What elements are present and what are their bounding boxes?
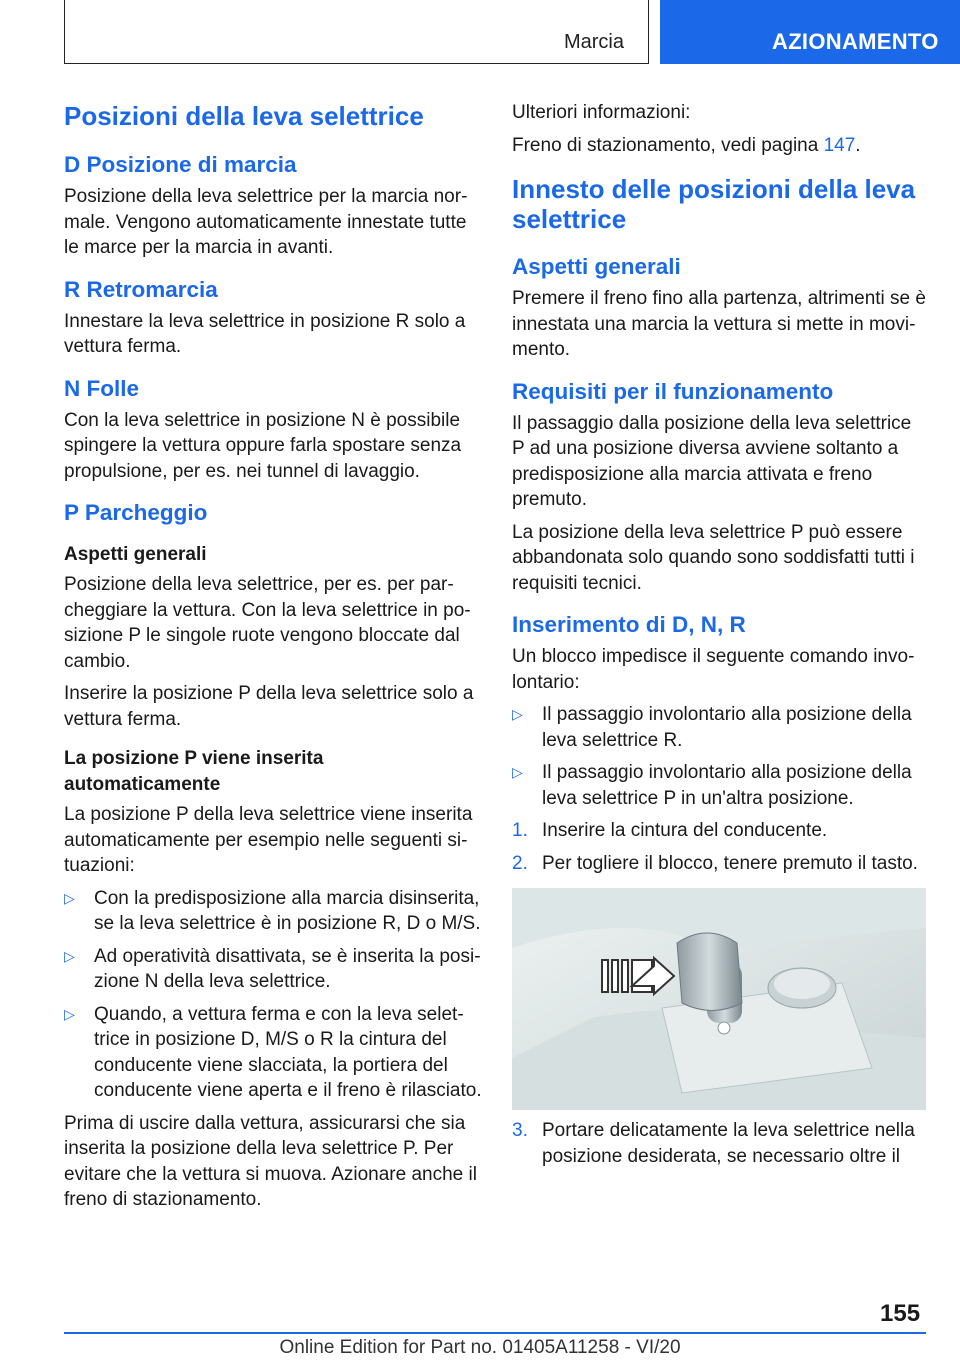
text-n: Con la leva selettrice in posizione N è possibile spingere la vettura oppure farla spostare senza propulsione, per es. nei tunnel di lavaggio. bbox=[64, 409, 462, 482]
closing-text: Prima di uscire dalla vettura, assicurarsi che sia inserita la posizione della leva selettrice P. Per evitare che la vettura si muova. Azionare anche il freno di stazionamento. bbox=[64, 1112, 477, 1210]
right-column bbox=[512, 100, 926, 1176]
list-item-text: Con la predisposizione alla marcia disinserita, se la leva selettrice è in posizione R, D o M/S. bbox=[94, 887, 481, 934]
text-r: Innestare la leva selettrice in posizione R solo a vettura ferma. bbox=[64, 310, 466, 357]
info-label: Ulteriori informazioni: bbox=[512, 102, 691, 123]
heading-r: R Retromarcia bbox=[64, 276, 218, 302]
step-item bbox=[512, 851, 926, 877]
step-number: 2. bbox=[512, 852, 528, 874]
list-item-text: Quando, a vettura ferma e con la leva selettrice in posizione D, M/S o R la cintura del conducente viene slacciata, la portiera del conducente viene aperta e il freno è rilasciato. bbox=[94, 1003, 482, 1101]
list-item bbox=[64, 886, 482, 937]
step-text: Per togliere il blocco, tenere premuto il tasto. bbox=[542, 852, 918, 874]
list-item bbox=[64, 1002, 482, 1104]
info-period: . bbox=[855, 134, 861, 156]
heading-insert: Inserimento di D, N, R bbox=[512, 612, 746, 637]
left-column bbox=[64, 100, 482, 1220]
text-d: Posizione della leva selettrice per la marcia normale. Vengono automaticamente innestate tutte le marce per la marcia in avanti. bbox=[64, 186, 468, 258]
heading-n: N Folle bbox=[64, 375, 140, 401]
list-item-text: Il passaggio involontario alla posizione della leva selettrice R. bbox=[542, 704, 912, 751]
heading-general: Aspetti generali bbox=[512, 254, 681, 279]
subheading-p-auto: La posizione P viene inserita automaticamente bbox=[64, 748, 324, 795]
text-p-1: Posizione della leva selettrice, per es. per parcheggiare la vettura. Con la leva selettrice in posizione P le singole ruote vengono bloccate dal cambio. bbox=[64, 574, 471, 672]
section-title-right: Innesto delle posizioni della leva selettrice bbox=[512, 174, 916, 234]
step-number: 3. bbox=[512, 1120, 528, 1141]
triangle-bullet-icon: ▷ bbox=[64, 947, 75, 964]
text-insert: Un blocco impedisce il seguente comando involontario: bbox=[512, 646, 915, 693]
list-item bbox=[512, 760, 926, 811]
heading-requirements: Requisiti per il funzionamento bbox=[512, 378, 834, 404]
section-title: Posizioni della leva selettrice bbox=[64, 101, 424, 131]
step-text: Portare delicatamente la leva selettrice nella posizione desiderata, se necessario oltre il bbox=[542, 1120, 915, 1167]
list-item bbox=[64, 944, 482, 995]
page-number: 155 bbox=[880, 1300, 921, 1327]
text-p-auto: La posizione P della leva selettrice viene inserita automaticamente per esempio nelle seguenti situazioni: bbox=[64, 804, 473, 876]
list-item-text: Il passaggio involontario alla posizione della leva selettrice P in un'altra posizione. bbox=[542, 762, 912, 809]
info-text bbox=[512, 133, 926, 159]
triangle-bullet-icon: ▷ bbox=[64, 889, 75, 906]
footer-divider bbox=[64, 1332, 926, 1334]
list-item bbox=[512, 702, 926, 753]
heading-p: P Parcheggio bbox=[64, 500, 208, 525]
step-item bbox=[512, 818, 926, 844]
text-requirements-2: La posizione della leva selettrice P può essere abbandonata solo quando sono soddisfatti tutti i requisiti tecnici. bbox=[512, 521, 915, 594]
header-chapter-tab[interactable]: AZIONAMENTO bbox=[660, 0, 960, 64]
step-text: Inserire la cintura del conducente. bbox=[542, 820, 828, 841]
page-link[interactable]: 147 bbox=[823, 134, 856, 156]
heading-d: D Posizione di marcia bbox=[64, 152, 297, 177]
gear-selector-photo bbox=[512, 888, 926, 1110]
footer-edition: Online Edition for Part no. 01405A11258 - VI/20 bbox=[279, 1337, 681, 1358]
step-number: 1. bbox=[512, 820, 528, 841]
text-requirements-1: Il passaggio dalla posizione della leva selettrice P ad una posizione diversa avviene soltanto a predisposizione alla marcia attivata e freno premuto. bbox=[512, 412, 912, 510]
triangle-bullet-icon: ▷ bbox=[512, 764, 523, 780]
step-item bbox=[512, 1118, 926, 1169]
header-section: Marcia bbox=[563, 31, 624, 53]
text-general: Premere il freno fino alla partenza, altrimenti se è innestata una marcia la vettura si mette in movimento. bbox=[512, 288, 926, 360]
triangle-bullet-icon: ▷ bbox=[512, 706, 523, 722]
list-item-text: Ad operatività disattivata, se è inserita la posizione N della leva selettrice. bbox=[94, 945, 481, 992]
triangle-bullet-icon: ▷ bbox=[64, 1005, 75, 1022]
info-reference-text: Freno di stazionamento, vedi pagina bbox=[512, 134, 824, 156]
text-p-2: Inserire la posizione P della leva selettrice solo a vettura ferma. bbox=[64, 683, 474, 730]
subheading-p-general: Aspetti generali bbox=[64, 544, 207, 565]
